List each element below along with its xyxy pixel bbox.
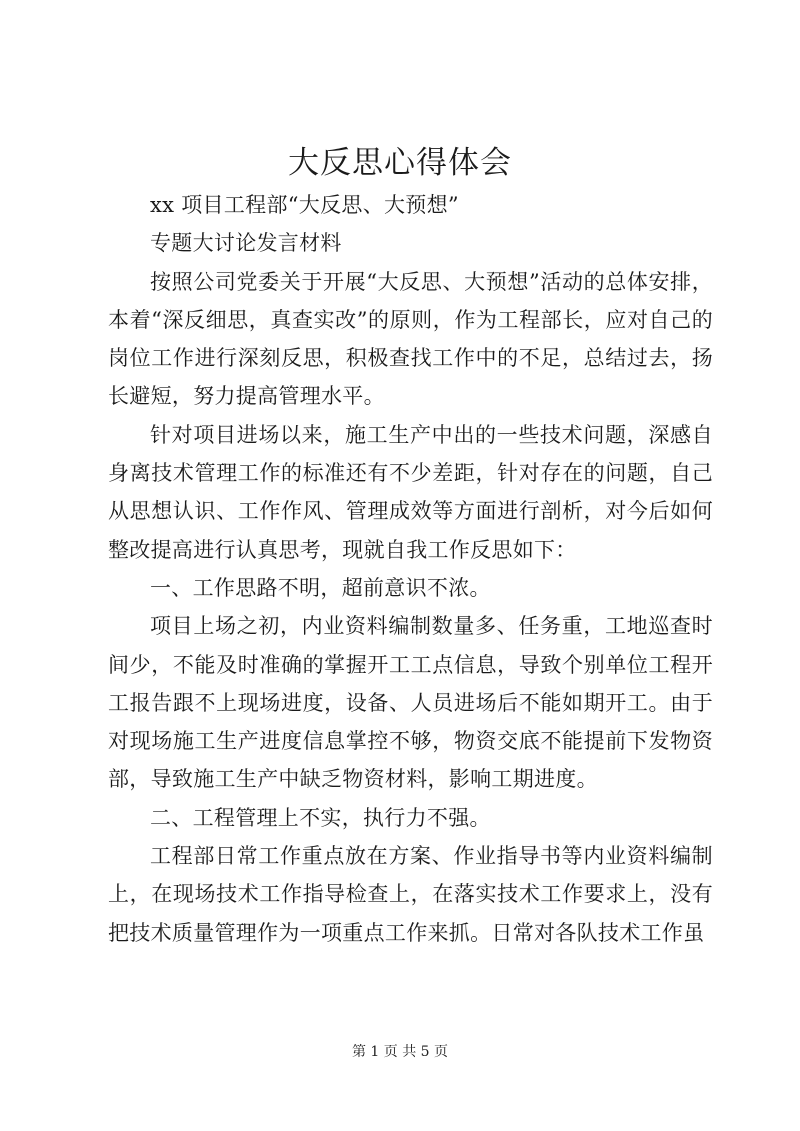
section-heading-one: 一、工作思路不明，超前意识不浓。 bbox=[150, 575, 491, 600]
section-heading-two: 二、工程管理上不实，执行力不强。 bbox=[150, 805, 491, 830]
paragraph-reflection-scope: 针对项目进场以来，施工生产中出的一些技术问题，深感自身离技术管理工作的标准还有不少差距，针对存在的问题，自己从思想认识、工作作风、管理成效等方面进行剖析，对今后如何整改提高进行认真思考，现就自我工作反思如下： bbox=[108, 422, 713, 562]
paragraph-subtitle: 专题大讨论发言材料 bbox=[150, 231, 342, 256]
paragraph-introduction: 按照公司党委关于开展“大反思、大预想”活动的总体安排，本着“深反细思，真查实改”的原则，作为工程部长，应对自己的岗位工作进行深刻反思，积极查找工作中的不足，总结过去，扬长避短，努力提高管理水平。 bbox=[108, 269, 713, 409]
document-title: 大反思心得体会 bbox=[288, 145, 512, 181]
paragraph-section-one-body: 项目上场之初，内业资料编制数量多、任务重，工地巡查时间少，不能及时准确的掌握开工工点信息，导致个别单位工程开工报告跟不上现场进度，设备、人员进场后不能如期开工。由于对现场施工生产进度信息掌控不够，物资交底不能提前下发物资部，导致施工生产中缺乏物资材料，影响工期进度。 bbox=[108, 614, 713, 792]
paragraph-project-header: xx 项目工程部“大反思、大预想” bbox=[150, 193, 459, 217]
document-body bbox=[108, 186, 713, 952]
page-number-footer: 第 1 页 共 5 页 bbox=[351, 1044, 449, 1060]
paragraph-section-two-body: 工程部日常工作重点放在方案、作业指导书等内业资料编制上，在现场技术工作指导检查上，在落实技术工作要求上，没有把技术质量管理作为一项重点工作来抓。日常对各队技术工作虽 bbox=[108, 844, 713, 945]
